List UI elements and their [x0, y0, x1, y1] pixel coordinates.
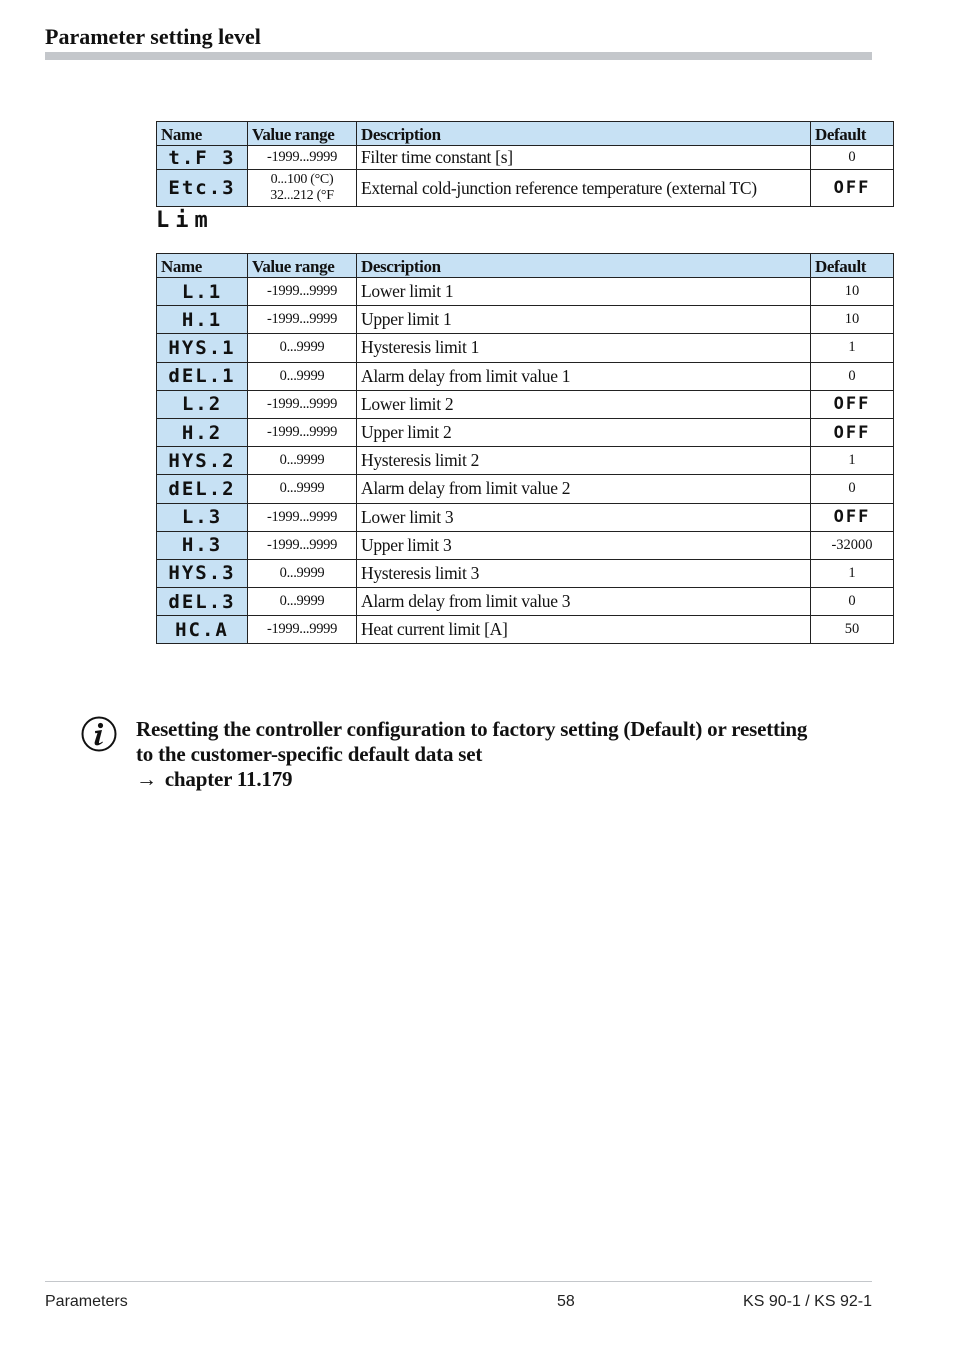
default-value: 0	[811, 475, 894, 503]
table-row	[157, 390, 894, 418]
parameter-table-lim	[156, 253, 894, 644]
value-range: -1999...9999	[248, 390, 357, 418]
note-line-2: to the customer-specific default data set	[136, 742, 483, 766]
default-value: OFF	[811, 418, 894, 446]
value-range: -1999...9999	[248, 503, 357, 531]
value-range-line-fahrenheit: 32...212 (°F	[270, 188, 334, 203]
parameter-name: L.2	[157, 390, 248, 418]
note-line-1: Resetting the controller configuration to factory setting (Default) or resetting	[136, 717, 808, 741]
value-range	[248, 170, 357, 207]
table-row	[157, 503, 894, 531]
table-row	[157, 531, 894, 559]
parameter-name: H.2	[157, 418, 248, 446]
parameter-name: L.3	[157, 503, 248, 531]
column-header-description: Description	[357, 122, 811, 146]
description: Hysteresis limit 3	[357, 559, 811, 587]
description: Alarm delay from limit value 1	[357, 362, 811, 390]
table-row	[157, 418, 894, 446]
description: Hysteresis limit 2	[357, 447, 811, 475]
value-range: 0...9999	[248, 559, 357, 587]
description: Upper limit 2	[357, 418, 811, 446]
column-header-description: Description	[357, 254, 811, 278]
column-header-default: Default	[811, 122, 894, 146]
default-value: 0	[811, 362, 894, 390]
description: External cold-junction reference temperature (external TC)	[357, 170, 811, 207]
value-range: 0...9999	[248, 588, 357, 616]
parameter-name: H.1	[157, 306, 248, 334]
footer-product-name: KS 90-1 / KS 92-1	[743, 1293, 872, 1310]
default-value: OFF	[811, 503, 894, 531]
column-header-name: Name	[157, 122, 248, 146]
default-value: 10	[811, 306, 894, 334]
table-row	[157, 334, 894, 362]
default-value: 1	[811, 334, 894, 362]
value-range: -1999...9999	[248, 531, 357, 559]
default-value: 1	[811, 447, 894, 475]
default-value: 0	[811, 588, 894, 616]
title-rule	[45, 52, 872, 60]
description: Upper limit 3	[357, 531, 811, 559]
parameter-name: Etc.3	[157, 170, 248, 207]
description: Alarm delay from limit value 2	[357, 475, 811, 503]
table-row	[157, 616, 894, 644]
parameter-name: t.F 3	[157, 146, 248, 170]
table-row	[157, 306, 894, 334]
table-row	[157, 559, 894, 587]
footer-page-number: 58	[557, 1293, 575, 1310]
description: Filter time constant [s]	[357, 146, 811, 170]
chapter-link[interactable]: chapter 11.179	[164, 767, 293, 791]
value-range: 0...9999	[248, 475, 357, 503]
default-value: 10	[811, 278, 894, 306]
value-range: -1999...9999	[248, 146, 357, 170]
value-range: -1999...9999	[248, 418, 357, 446]
default-value: OFF	[811, 390, 894, 418]
table-row	[157, 278, 894, 306]
default-value: 50	[811, 616, 894, 644]
value-range: -1999...9999	[248, 616, 357, 644]
parameter-name: H.3	[157, 531, 248, 559]
parameter-name: HYS.1	[157, 334, 248, 362]
description: Upper limit 1	[357, 306, 811, 334]
parameter-name: dEL.2	[157, 475, 248, 503]
parameter-table-1	[156, 121, 894, 207]
value-range: 0...9999	[248, 447, 357, 475]
footer-section-name: Parameters	[45, 1293, 128, 1310]
table-row	[157, 475, 894, 503]
column-header-value-range: Value range	[248, 254, 357, 278]
description: Heat current limit [A]	[357, 616, 811, 644]
value-range: -1999...9999	[248, 306, 357, 334]
default-value: -32000	[811, 531, 894, 559]
description: Hysteresis limit 1	[357, 334, 811, 362]
value-range-line-celsius: 0...100 (°C)	[270, 172, 334, 187]
parameter-name: L.1	[157, 278, 248, 306]
table-header-row	[157, 122, 894, 146]
default-value: OFF	[811, 170, 894, 207]
chapter-reference	[136, 767, 896, 792]
arrow-right-icon: →	[136, 767, 157, 791]
table-row	[157, 146, 894, 170]
value-range: -1999...9999	[248, 278, 357, 306]
table-row	[157, 362, 894, 390]
table-row	[157, 170, 894, 207]
value-range: 0...9999	[248, 362, 357, 390]
description: Lower limit 1	[357, 278, 811, 306]
description: Alarm delay from limit value 3	[357, 588, 811, 616]
parameter-name: HC.A	[157, 616, 248, 644]
parameter-name: dEL.3	[157, 588, 248, 616]
description: Lower limit 2	[357, 390, 811, 418]
column-header-name: Name	[157, 254, 248, 278]
info-icon	[81, 716, 117, 752]
description: Lower limit 3	[357, 503, 811, 531]
footer-rule	[45, 1281, 872, 1282]
column-header-default: Default	[811, 254, 894, 278]
table-header-row	[157, 254, 894, 278]
value-range: 0...9999	[248, 334, 357, 362]
parameter-name: HYS.2	[157, 447, 248, 475]
parameter-name: HYS.3	[157, 559, 248, 587]
default-value: 1	[811, 559, 894, 587]
table-row	[157, 588, 894, 616]
table-row	[157, 447, 894, 475]
section-label-lim: Lim	[156, 208, 214, 233]
page-title: Parameter setting level	[45, 24, 261, 49]
column-header-value-range: Value range	[248, 122, 357, 146]
parameter-name: dEL.1	[157, 362, 248, 390]
default-value: 0	[811, 146, 894, 170]
reset-note	[136, 717, 896, 792]
